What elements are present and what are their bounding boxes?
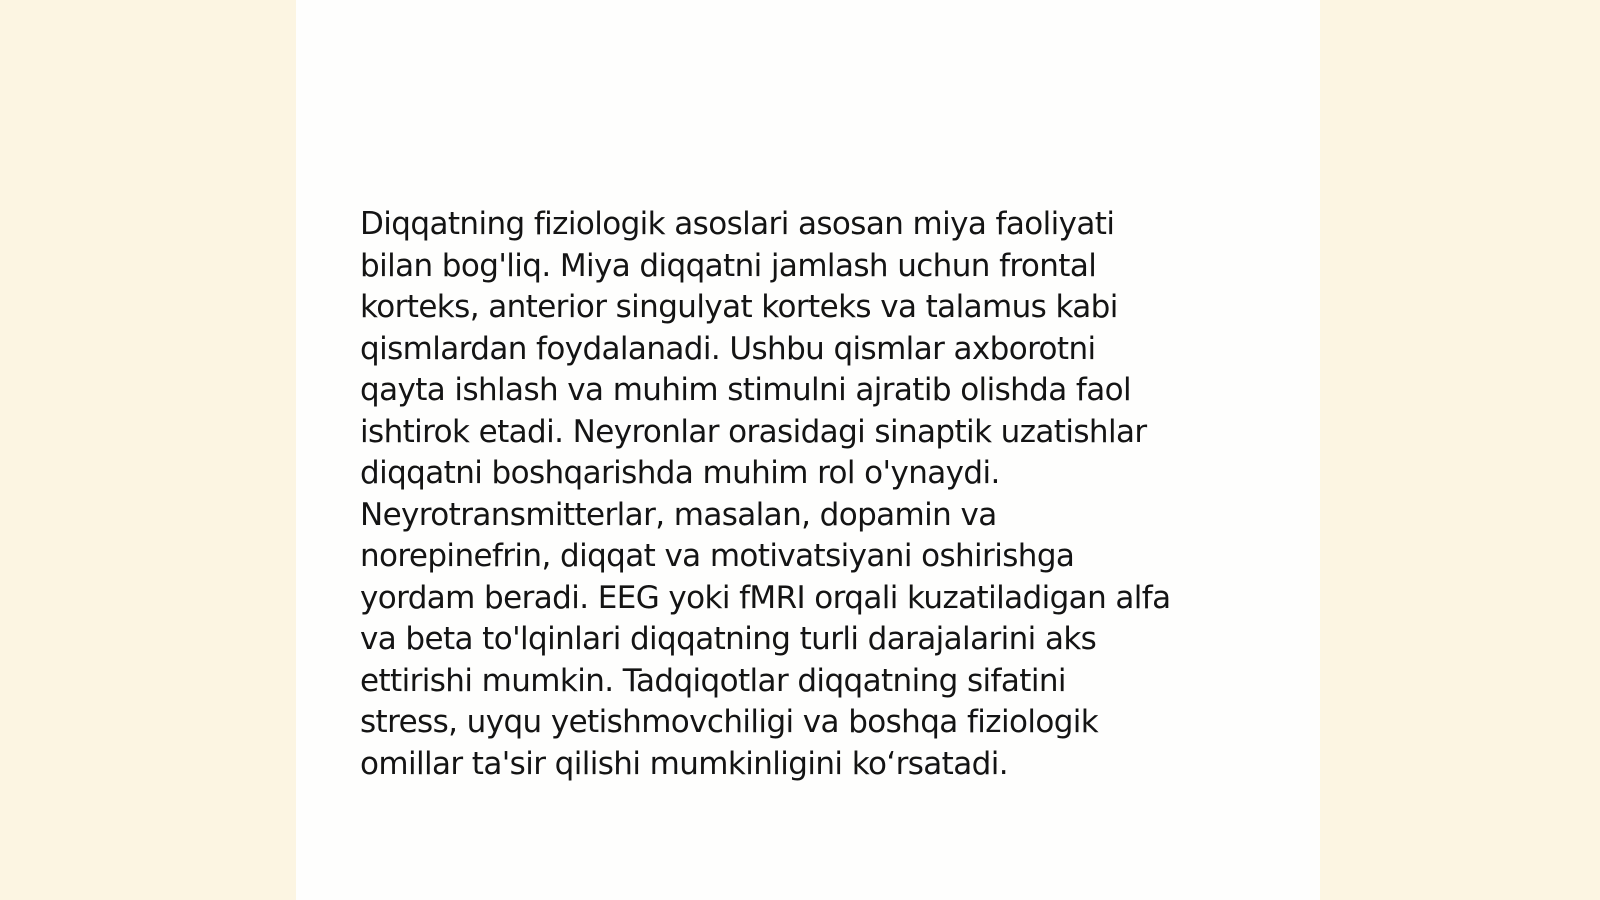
- text-line: qayta ishlash va muhim stimulni ajratib olishda faol: [360, 372, 1132, 408]
- text-line: yordam beradi. EEG yoki fMRI orqali kuzatiladigan alfa: [360, 579, 1171, 616]
- text-line: ishtirok etadi. Neyronlar orasidagi sinaptik uzatishlar: [360, 413, 1147, 450]
- slide-body-text: [360, 204, 1260, 785]
- text-line: diqqatni boshqarishda muhim rol o'ynaydi.: [360, 455, 1000, 491]
- text-line: ettirishi mumkin. Tadqiqotlar diqqatning sifatini: [360, 662, 1066, 699]
- left-margin: [0, 0, 296, 900]
- text-line: va beta to'lqinlari diqqatning turli darajalarini aks: [360, 621, 1097, 657]
- right-margin: [1320, 0, 1600, 900]
- slide: [296, 0, 1320, 900]
- text-line: Neyrotransmitterlar, masalan, dopamin va: [360, 496, 997, 533]
- text-line: Diqqatning fiziologik asoslari asosan miya faoliyati: [360, 206, 1115, 242]
- text-line: qismlardan foydalanadi. Ushbu qismlar axborotni: [360, 330, 1096, 367]
- text-line: bilan bog'liq. Miya diqqatni jamlash uchun frontal: [360, 247, 1097, 284]
- text-line: stress, uyqu yetishmovchiligi va boshqa fiziologik: [360, 704, 1099, 740]
- text-line: korteks, anterior singulyat korteks va talamus kabi: [360, 289, 1118, 325]
- text-line: norepinefrin, diqqat va motivatsiyani oshirishga: [360, 538, 1075, 574]
- text-line: omillar ta'sir qilishi mumkinligini ko‘rsatadi.: [360, 745, 1008, 782]
